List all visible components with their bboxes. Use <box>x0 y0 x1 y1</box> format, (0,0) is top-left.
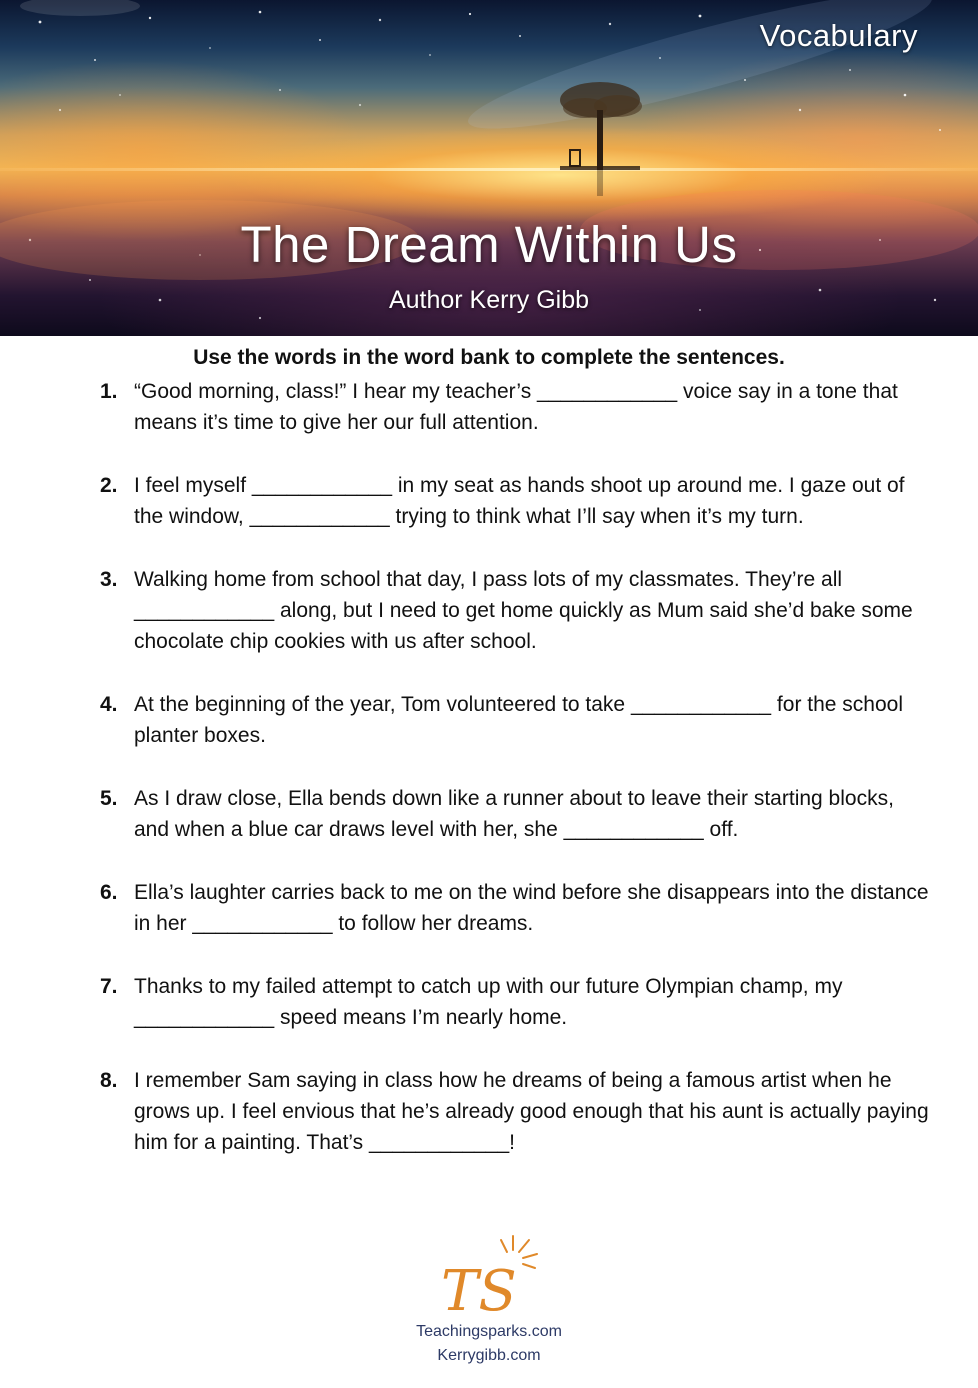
page-title: The Dream Within Us <box>240 216 738 273</box>
question-number: 5. <box>100 787 118 810</box>
question-number: 1. <box>100 380 118 403</box>
question-text: At the beginning of the year, Tom volunteered to take ____________ for the school planter boxes. <box>134 693 904 747</box>
question-number: 3. <box>100 568 118 591</box>
header-banner <box>0 0 978 336</box>
teachingsparks-logo-icon <box>433 1232 543 1322</box>
category-label: Vocabulary <box>759 18 918 53</box>
question-text: As I draw close, Ella bends down like a runner about to leave their starting blocks, and when a blue car draws level with her, she ____________ off. <box>134 787 894 841</box>
question-number: 4. <box>100 693 118 716</box>
question-item <box>100 783 930 845</box>
question-item <box>100 689 930 751</box>
footer-website-1: Teachingsparks.com <box>416 1323 562 1340</box>
svg-text:TS: TS <box>441 1259 517 1322</box>
question-text: Thanks to my failed attempt to catch up with our future Olympian champ, my ____________ speed means I’m nearly home. <box>134 975 843 1029</box>
question-number: 6. <box>100 881 118 904</box>
question-text: “Good morning, class!” I hear my teacher’s ____________ voice say in a tone that means it’s time to give her our full attention. <box>134 380 898 434</box>
horizon-glow <box>0 168 978 171</box>
question-item <box>100 1065 930 1158</box>
question-item <box>100 470 930 532</box>
question-text: I remember Sam saying in class how he dreams of being a famous artist when he grows up. I feel envious that he’s already good enough that his aunt is actually paying him for a painting. That’s ____________! <box>134 1069 929 1154</box>
question-number: 2. <box>100 474 118 497</box>
question-item <box>100 564 930 657</box>
question-number: 8. <box>100 1069 118 1092</box>
instructions: Use the words in the word bank to complete the sentences. <box>193 346 785 369</box>
tree-icon <box>540 70 660 200</box>
footer-website-2: Kerrygibb.com <box>437 1347 541 1364</box>
question-item <box>100 376 930 438</box>
question-text: Walking home from school that day, I pass lots of my classmates. They’re all ____________ along, but I need to get home quickly as Mum said she’d bake some chocolate chip cookies with us after school. <box>134 568 913 653</box>
question-item <box>100 971 930 1033</box>
question-item <box>100 877 930 939</box>
question-number: 7. <box>100 975 118 998</box>
question-text: I feel myself ____________ in my seat as hands shoot up around me. I gaze out of the window, ____________ trying to think what I’ll say when it’s my turn. <box>134 474 905 528</box>
author-line: Author Kerry Gibb <box>388 286 590 314</box>
question-text: Ella’s laughter carries back to me on the wind before she disappears into the distance in her ____________ to follow her dreams. <box>134 881 929 935</box>
question-list <box>100 376 930 1190</box>
